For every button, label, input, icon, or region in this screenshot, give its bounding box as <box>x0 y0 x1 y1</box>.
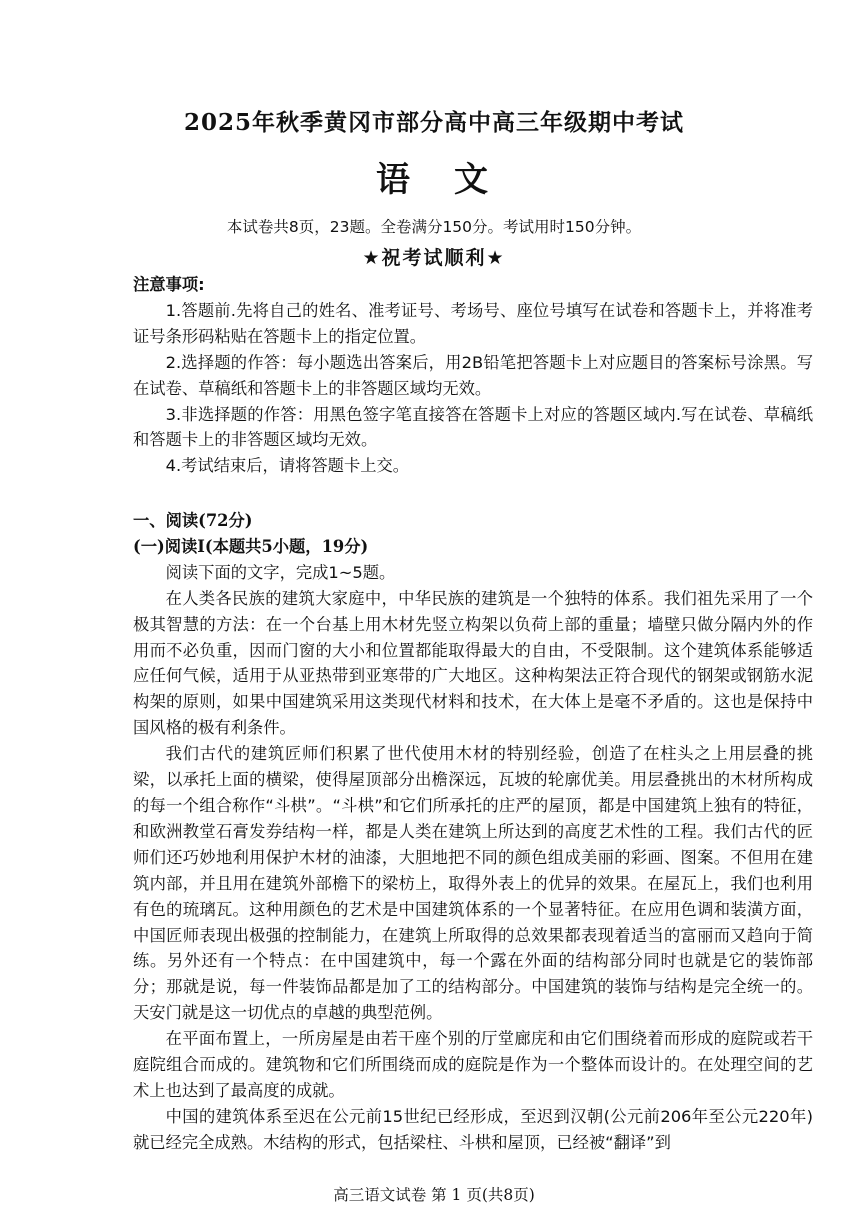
passage-paragraph: 在人类各民族的建筑大家庭中，中华民族的建筑是一个独特的体系。我们祖先采用了一个极其智慧的方法：在一个台基上用木材先竖立构架以负荷上部的重量；墙壁只做分隔内外的作用而不必负重，因而门窗的大小和位置都能取得最大的自由，不受限制。这个建筑体系能够适应任何气候，适用于从亚热带到亚寒带的广大地区。这种构架法正符合现代的钢架或钢筋水泥构架的原则，如果中国建筑采用这类现代材料和技术，在大体上是毫不矛盾的。这也是保持中国风格的极有利条件。 <box>133 588 813 738</box>
note-item: 4.考试结束后，请将答题卡上交。 <box>165 456 410 476</box>
note-item: 1.答题前.先将自己的姓名、准考证号、考场号、座位号填写在试卷和答题卡上，并将准考证号条形码粘贴在答题卡上的指定位置。 <box>133 300 813 346</box>
page-footer: 高三语文试卷 第 1 页(共8页) <box>333 1186 535 1204</box>
reading-section <box>133 508 813 1156</box>
reading-instruction: 阅读下面的文字，完成1~5题。 <box>165 562 396 582</box>
notes-heading: 注意事项: <box>133 275 205 294</box>
exam-info: 本试卷共8页，23题。全卷满分150分。考试用时150分钟。 <box>226 218 642 236</box>
note-item: 3.非选择题的作答：用黑色签字笔直接答在答题卡上对应的答题区域内.写在试卷、草稿纸和答题卡上的非答题区域均无效。 <box>133 404 813 450</box>
subject-title: 语文 <box>376 160 532 200</box>
subsection-heading: (一)阅读Ⅰ(本题共5小题，19分) <box>133 536 369 556</box>
passage-paragraph: 我们古代的建筑匠师们积累了世代使用木材的特别经验，创造了在柱头之上用层叠的挑梁，以承托上面的横梁，使得屋顶部分出檐深远，瓦坡的轮廓优美。用层叠挑出的木材所构成的每一个组合称作“斗栱”。“斗栱”和它们所承托的庄严的屋顶，都是中国建筑上独有的特征，和欧洲教堂石膏发券结构一样，都是人类在建筑上所达到的高度艺术性的工程。我们古代的匠师们还巧妙地利用保护木材的油漆，大胆地把不同的颜色组成美丽的彩画、图案。不但用在建筑内部，并且用在建筑外部檐下的梁枋上，取得外表上的优异的效果。在屋瓦上，我们也利用有色的琉璃瓦。这种用颜色的艺术是中国建筑体系的一个显著特征。在应用色调和装潢方面，中国匠师表现出极强的控制能力，在建筑上所取得的总效果都表现着适当的富丽而又趋向于简练。另外还有一个特点：在中国建筑中，每一个露在外面的结构部分同时也就是它的装饰部分；那就是说，每一件装饰品都是加了工的结构部分。中国建筑的装饰与结构是完全统一的。天安门就是这一切优点的卓越的典型范例。 <box>133 744 813 1023</box>
passage-paragraph: 在平面布置上，一所房屋是由若干座个别的厅堂廊庑和由它们围绕着而形成的庭院或若干庭院组合而成的。建筑物和它们所围绕而成的庭院是作为一个整体而设计的。在处理空间的艺术上也达到了最高度的成就。 <box>133 1029 813 1100</box>
exam-title: 2025年秋季黄冈市部分高中高三年级期中考试 <box>183 109 684 136</box>
note-item: 2.选择题的作答：每小题选出答案后，用2B铅笔把答题卡上对应题目的答案标号涂黑。写在试卷、草稿纸和答题卡上的非答题区域均无效。 <box>133 352 813 398</box>
section-heading: 一、阅读(72分) <box>133 511 253 530</box>
passage-paragraph: 中国的建筑体系至迟在公元前15世纪已经形成，至迟到汉朝(公元前206年至公元220年)就已经完全成熟。木结构的形式，包括梁柱、斗栱和屋顶，已经被“翻译”到 <box>133 1106 813 1152</box>
good-luck-banner: ★祝考试顺利★ <box>362 247 506 269</box>
notes-section <box>133 272 813 479</box>
